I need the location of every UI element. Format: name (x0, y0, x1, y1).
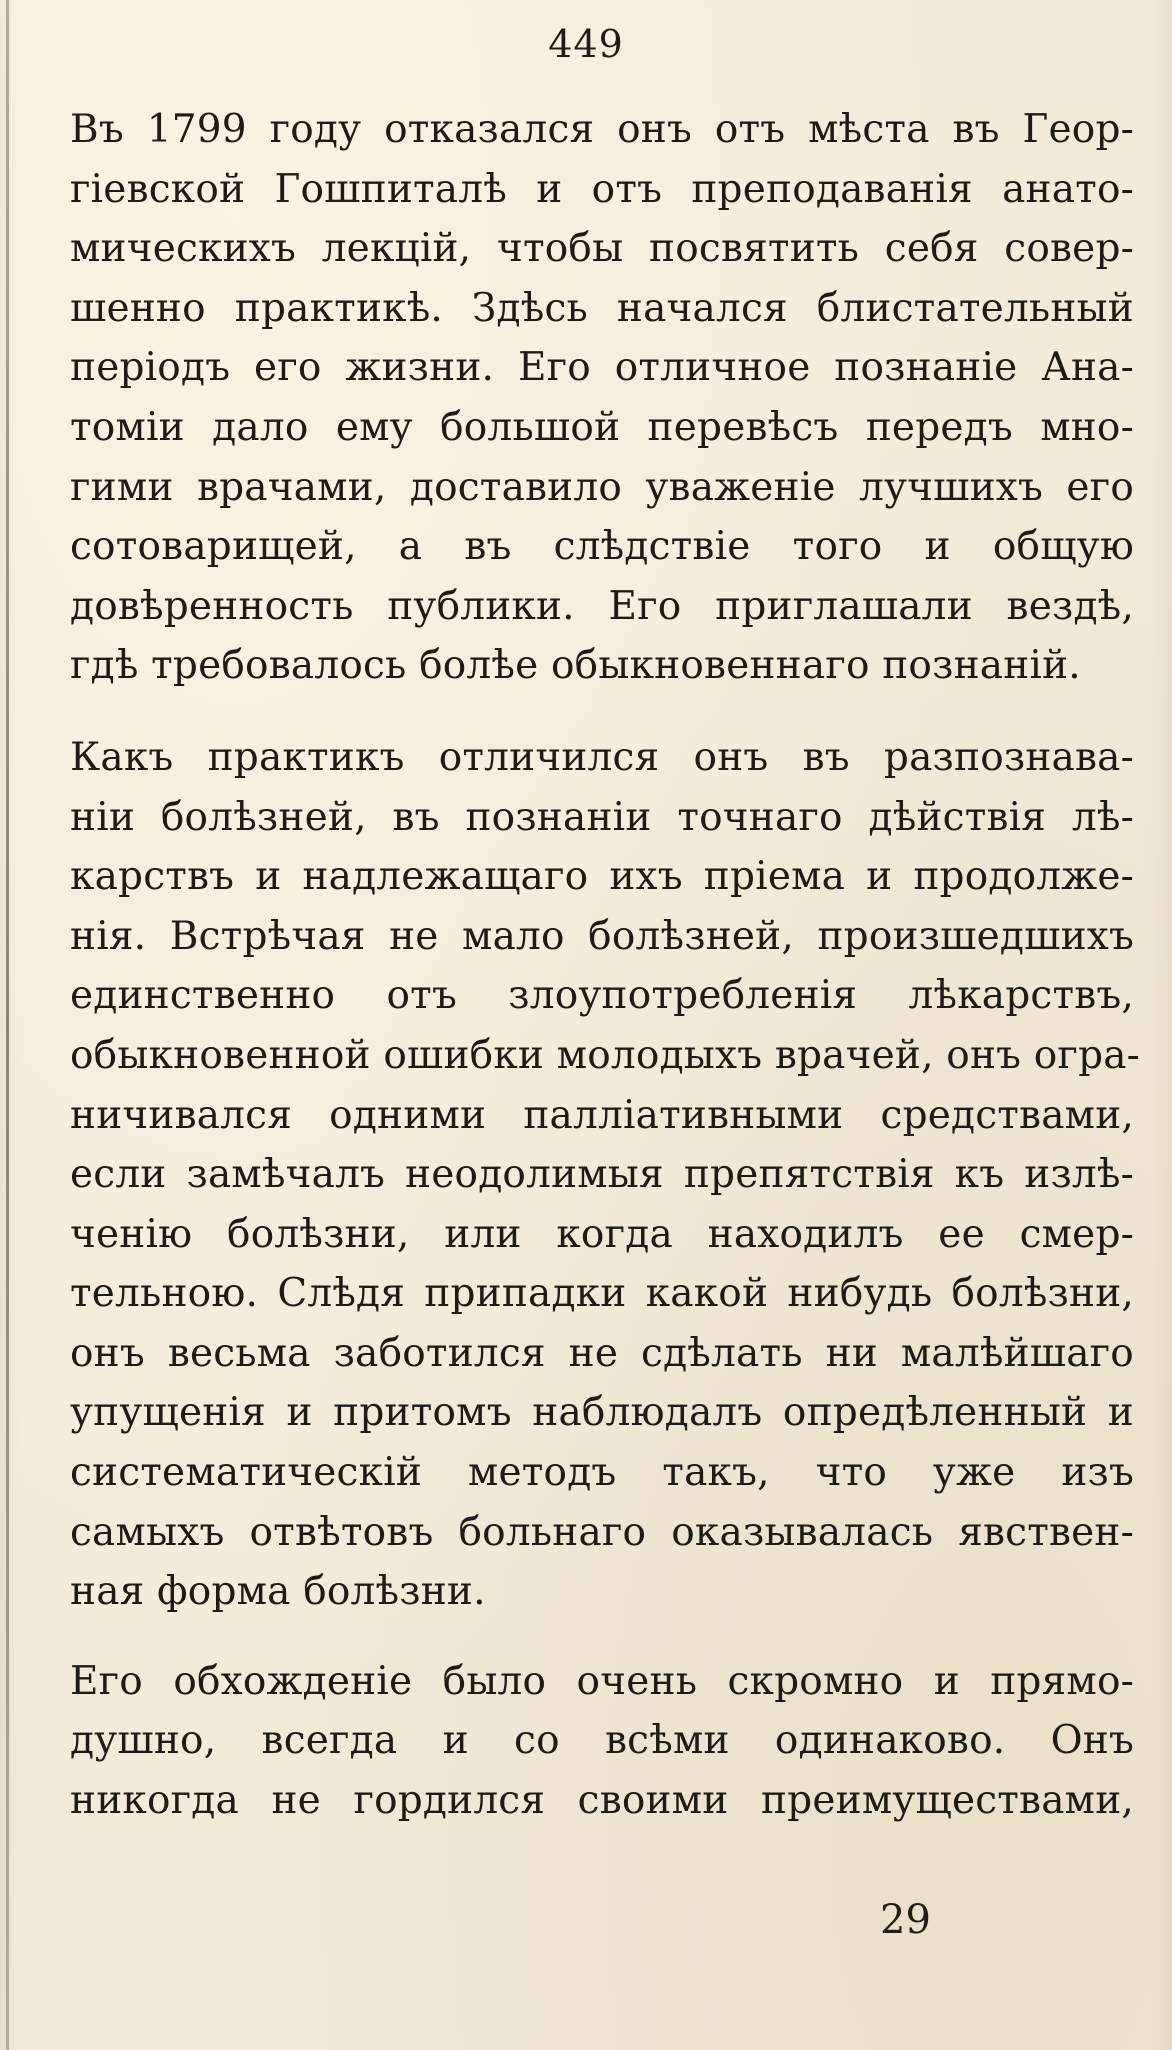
text-line: душно, всегда и со всѣми одинаково. Онъ (70, 1718, 1134, 1764)
text-line: гдѣ требовалось болѣе обыкновеннаго познаній. (70, 643, 1081, 689)
text-line: гіевской Гошпиталѣ и отъ преподаванія анато- (70, 166, 1134, 212)
text-line: гими врачами, доставило уваженіе лучшихъ его (70, 464, 1134, 510)
body-text (70, 100, 1140, 1831)
paragraph-spacer (70, 696, 1140, 728)
page-number: 449 (548, 22, 624, 66)
text-line: Его обхожденіе было очень скромно и прямо- (70, 1658, 1134, 1704)
text-line: ченію болѣзни, или когда находилъ ее смер- (70, 1211, 1134, 1257)
text-line: томіи дало ему большой перевѣсъ передъ мно- (70, 404, 1134, 450)
paragraph-2 (70, 728, 1140, 1622)
text-line: Какъ практикъ отличился онъ въ разпознава- (70, 734, 1134, 780)
text-line: если замѣчалъ неодолимыя препятствія къ излѣ- (70, 1152, 1134, 1198)
page-gutter-edge (6, 0, 9, 2050)
text-line: ничивался одними палліативными средствами, (70, 1092, 1134, 1138)
text-line: періодъ его жизни. Его отличное познаніе Ана- (70, 345, 1134, 391)
text-line: ніи болѣзней, въ познаніи точнаго дѣйствія лѣ- (70, 794, 1134, 840)
text-line: нія. Встрѣчая не мало болѣзней, произшедшихъ (70, 913, 1134, 959)
text-line: самыхъ отвѣтовъ больнаго оказывалась явствен- (70, 1509, 1134, 1555)
signature-mark: 29 (880, 1897, 931, 1943)
text-line: карствъ и надлежащаго ихъ пріема и продолже- (70, 854, 1134, 900)
text-line: единственно отъ злоупотребленія лѣкарствъ, (70, 973, 1134, 1019)
text-line: обыкновенной ошибки молодыхъ врачей, онъ огра- (70, 1032, 1141, 1078)
text-line: ная форма болѣзни. (70, 1569, 486, 1615)
text-line: никогда не гордился своими преимуществами, (70, 1778, 1134, 1824)
text-line: тельною. Слѣдя припадки какой нибудь болѣзни, (70, 1271, 1134, 1317)
text-line: шенно практикѣ. Здѣсь начался блистательный (70, 285, 1134, 331)
text-line: сотоварищей, а въ слѣдствіе того и общую (70, 524, 1134, 570)
paragraph-spacer (70, 1622, 1140, 1652)
text-line: мическихъ лекцій, чтобы посвятить себя совер- (70, 226, 1134, 272)
paragraph-3 (70, 1652, 1140, 1831)
text-line: Въ 1799 году отказался онъ отъ мѣста въ Геор- (70, 107, 1134, 152)
text-line: систематическій методъ такъ, что уже изъ (70, 1450, 1134, 1496)
text-line: онъ весьма заботился не сдѣлать ни малѣйшаго (70, 1330, 1134, 1376)
text-line: довѣренность публики. Его приглашали вездѣ, (70, 583, 1134, 629)
paragraph-1 (70, 100, 1140, 696)
text-line: упущенія и притомъ наблюдалъ опредѣленный и (70, 1390, 1134, 1436)
